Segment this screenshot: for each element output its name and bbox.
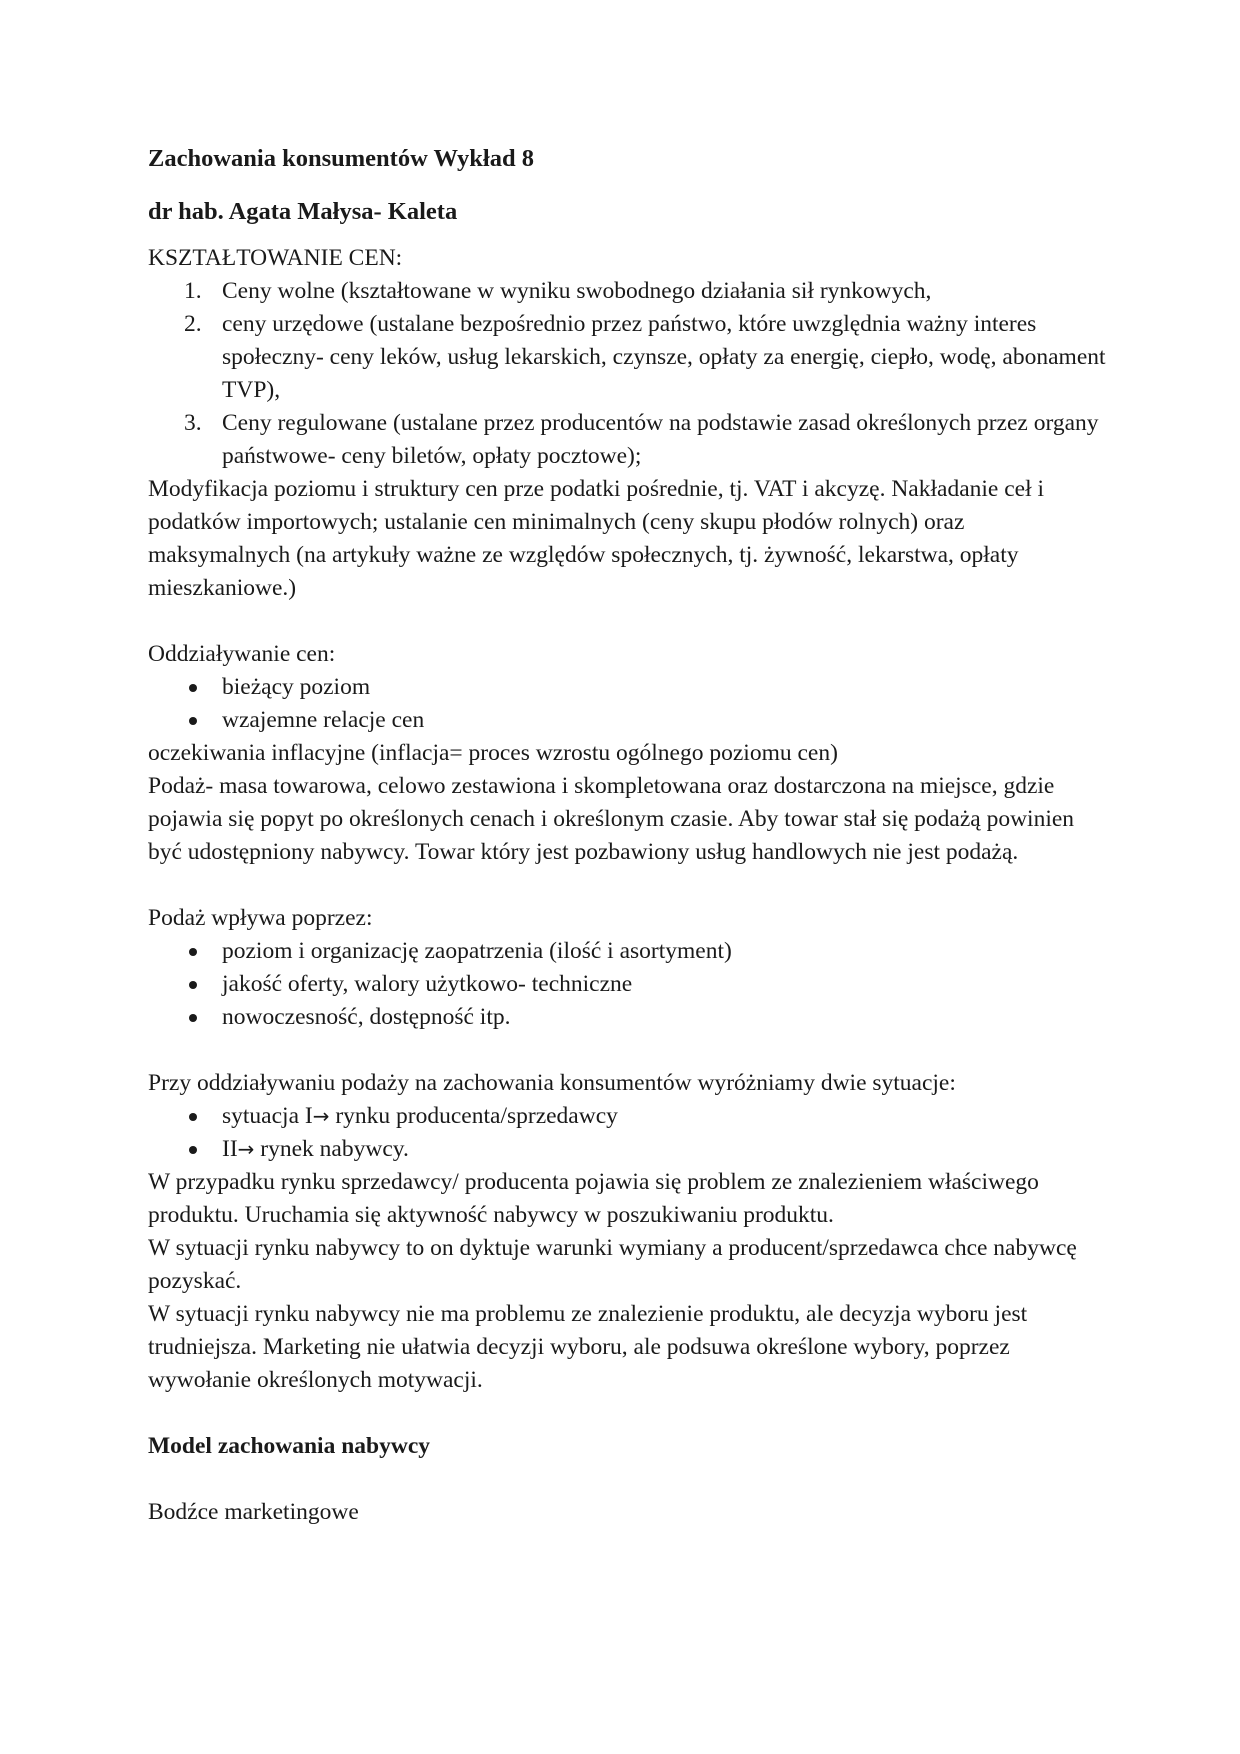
bullet-icon xyxy=(189,981,197,989)
inflation-line: oczekiwania inflacyjne (inflacja= proces wzrostu ogólnego poziomu cen) xyxy=(148,740,838,766)
market-paragraph: W sytuacji rynku nabywcy nie ma problemu ze znalezienie produktu, ale decyzja wyboru jest trudniejsza. Marketing nie ułatwia decyzji wyboru, ale podsuwa określone wybory, poprzez wywołanie określonych motywacji. xyxy=(148,1301,1028,1393)
list-item: poziom i organizację zaopatrzenia (ilość i asortyment) xyxy=(148,935,1108,968)
document-page xyxy=(148,142,1108,1529)
pricing-paragraph: Modyfikacja poziomu i struktury cen prze podatki pośrednie, tj. VAT i akcyzę. Nakładanie ceł i podatków importowych; ustalanie cen minimalnych (ceny skupu płodów rolnych) oraz maksymalnych (na artykuły ważne ze względów społecznych, tj. żywność, lekarstwa, opłaty mieszkaniowe.) xyxy=(148,476,1045,601)
price-impact-list xyxy=(148,671,1108,737)
section-heading-buyer-model: Model zachowania nabywcy xyxy=(148,1433,430,1459)
document-title: Zachowania konsumentów Wykład 8 xyxy=(148,145,534,172)
market-paragraph: W przypadku rynku sprzedawcy/ producenta pojawia się problem ze znalezieniem właściwego produktu. Uruchamia się aktywność nabywcy w poszukiwaniu produktu. xyxy=(148,1169,1039,1228)
supply-paragraph: Podaż- masa towarowa, celowo zestawiona i skompletowana oraz dostarczona na miejsce, gdzie pojawia się popyt po określonych cenach i określonym czasie. Aby towar stał się podażą powinien być udostępniony nabywcy. Towar który jest pozbawiony usług handlowych nie jest podażą. xyxy=(148,773,1075,865)
market-paragraph: W sytuacji rynku nabywcy to on dyktuje warunki wymiany a producent/sprzedawca chce nabywcę pozyskać. xyxy=(148,1235,1077,1294)
list-item: 2. ceny urzędowe (ustalane bezpośrednio przez państwo, które uwzględnia ważny interes społeczny- ceny leków, usług lekarskich, czynsze, opłaty za energię, ciepło, wodę, abonament TVP), xyxy=(184,311,1106,403)
list-item: wzajemne relacje cen xyxy=(148,704,1108,737)
arrow-right-icon: → xyxy=(237,1137,255,1161)
bullet-icon xyxy=(189,1014,197,1022)
list-item: 1. Ceny wolne (kształtowane w wyniku swobodnego działania sił rynkowych, xyxy=(184,278,932,304)
bullet-icon xyxy=(189,948,197,956)
document-author: dr hab. Agata Małysa- Kaleta xyxy=(148,198,458,225)
list-item: 3. Ceny regulowane (ustalane przez producentów na podstawie zasad określonych przez organy państwowe- ceny biletów, opłaty pocztowe); xyxy=(184,410,1099,469)
arrow-right-icon: → xyxy=(312,1104,330,1128)
bullet-icon xyxy=(189,684,197,692)
bullet-icon xyxy=(189,717,197,725)
pricing-list xyxy=(148,275,1108,473)
section-heading-price-impact: Oddziaływanie cen: xyxy=(148,641,336,667)
list-item: II→ rynek nabywcy. xyxy=(148,1133,1108,1166)
marketing-stimuli-line: Bodźce marketingowe xyxy=(148,1499,359,1525)
section-heading-pricing: KSZTAŁTOWANIE CEN: xyxy=(148,245,403,271)
list-item: nowoczesność, dostępność itp. xyxy=(148,1001,1108,1034)
bullet-icon xyxy=(189,1113,197,1121)
situations-list xyxy=(148,1100,1108,1166)
supply-influence-list xyxy=(148,935,1108,1034)
list-item: bieżący poziom xyxy=(148,671,1108,704)
bullet-icon xyxy=(189,1146,197,1154)
section-heading-supply-influence: Podaż wpływa poprzez: xyxy=(148,905,373,931)
section-heading-situations: Przy oddziaływaniu podaży na zachowania konsumentów wyróżniamy dwie sytuacje: xyxy=(148,1070,956,1096)
list-item: jakość oferty, walory użytkowo- techniczne xyxy=(148,968,1108,1001)
list-item: sytuacja I→ rynku producenta/sprzedawcy xyxy=(148,1100,1108,1133)
